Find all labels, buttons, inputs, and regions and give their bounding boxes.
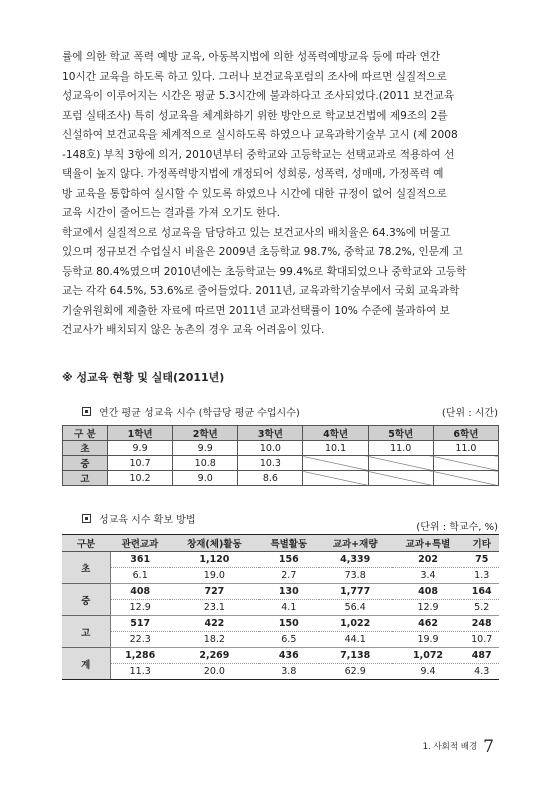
table-cell: 10.1 [303,441,368,456]
chapter-label: 1. 사회적 배경 [422,742,478,752]
count-cell: 150 [259,616,319,632]
percent-cell: 3.4 [392,568,465,584]
count-cell: 248 [464,616,499,632]
empty-cell [433,456,498,471]
row-header: 중 [63,456,108,471]
percent-cell: 62.9 [319,664,392,680]
table-row [63,456,499,471]
table1-header: 6학년 [433,426,498,441]
table1-header: 구 분 [63,426,108,441]
count-cell: 1,286 [110,648,170,664]
table-cell: 10.8 [173,456,238,471]
table2-header-row [62,535,499,552]
table-cell: 9.0 [173,471,238,486]
row-header: 고 [62,616,110,648]
row-header: 계 [62,648,110,680]
count-cell: 7,138 [319,648,392,664]
table-row [62,584,499,600]
text-line: 등학교 80.4%였으며 2010년에는 초등학교는 99.4%로 확대되었으나 중학교와 고등학 [62,265,467,278]
text-line: 률에 의한 학교 폭력 예방 교육, 아동복지법에 의한 성폭력예방교육 등에 따라 연간 [62,51,441,63]
page-number: 7 [483,737,494,757]
count-cell: 4,339 [319,552,392,568]
table-row [62,648,499,664]
table-row [62,600,499,616]
table1-caption-text: 연간 평균 성교육 시수 (학급당 평균 수업시수) [99,408,300,419]
empty-cell [303,456,368,471]
percent-cell: 73.8 [319,568,392,584]
percent-cell: 10.7 [464,632,499,648]
text-line: 기술위원회에 제출한 자료에 따르면 2011년 교과선택률이 10% 수준에 불과하여 보 [62,304,450,317]
row-header: 중 [62,584,110,616]
text-line: 교육 시간이 줄어드는 결과를 가져 오기도 한다. [62,207,281,219]
count-cell: 408 [392,584,465,600]
section-title: ※ 성교육 현황 및 실태(2011년) [62,371,225,384]
count-cell: 408 [110,584,170,600]
count-cell: 156 [259,552,319,568]
percent-cell: 4.3 [464,664,499,680]
percent-cell: 6.1 [110,568,170,584]
count-cell: 2,269 [170,648,259,664]
square-bullet-icon [82,407,91,416]
count-cell: 422 [170,616,259,632]
table-cell: 9.9 [108,441,173,456]
table-row [62,632,499,648]
table2-unit: (단위 : 학교수, %) [416,522,498,533]
text-line: 10시간 교육을 하도록 하고 있다. 그러나 보건교육포럼의 조사에 따르면 실질적으로 [62,70,447,83]
square-bullet-icon [82,514,91,523]
table1 [62,425,499,486]
count-cell: 436 [259,648,319,664]
table1-caption [82,404,300,419]
percent-cell: 2.7 [259,568,319,584]
count-cell: 75 [464,552,499,568]
percent-cell: 44.1 [319,632,392,648]
percent-cell: 12.9 [392,600,465,616]
empty-cell [303,471,368,486]
table-row [62,568,499,584]
count-cell: 1,120 [170,552,259,568]
count-cell: 164 [464,584,499,600]
count-cell: 1,022 [319,616,392,632]
text-line: 신설하여 보건교육을 체계적으로 실시하도록 하였으나 교육과학기술부 고시 (제 2008 [62,129,458,141]
text-line: 학교에서 실질적으로 성교육을 담당하고 있는 보건교사의 배치율은 64.3%에 머물고 [62,226,451,239]
table1-header: 2학년 [173,426,238,441]
percent-cell: 19.0 [170,568,259,584]
percent-cell: 22.3 [110,632,170,648]
body-text [62,48,498,341]
count-cell: 202 [392,552,465,568]
table1-header: 1학년 [108,426,173,441]
paragraph-1 [62,48,498,224]
percent-cell: 12.9 [110,600,170,616]
percent-cell: 23.1 [170,600,259,616]
text-line: 방 교육을 통합하여 실시할 수 있도록 하였으나 시간에 대한 규정이 없어 실질적으로 [62,187,447,200]
percent-cell: 18.2 [170,632,259,648]
percent-cell: 56.4 [319,600,392,616]
percent-cell: 4.1 [259,600,319,616]
table-cell: 10.0 [238,441,303,456]
table-row [63,441,499,456]
table-row [62,616,499,632]
paragraph-2 [62,224,498,341]
text-line: 있으며 정규보건 수업실시 비율은 2009년 초등학교 98.7%, 중학교 78.2%, 인문계 고 [62,246,463,258]
table-cell: 11.0 [433,441,498,456]
count-cell: 487 [464,648,499,664]
table1-header: 4학년 [303,426,368,441]
table2 [62,534,499,680]
table2-header: 특별활동 [259,535,319,552]
table1-header: 3학년 [238,426,303,441]
count-cell: 727 [170,584,259,600]
percent-cell: 20.0 [170,664,259,680]
table-cell: 9.9 [173,441,238,456]
table-cell: 8.6 [238,471,303,486]
percent-cell: 11.3 [110,664,170,680]
percent-cell: 3.8 [259,664,319,680]
table1-header-row [63,426,499,441]
empty-cell [368,471,433,486]
table2-header: 교과+특별 [392,535,465,552]
row-header: 초 [63,441,108,456]
text-line: 교는 각각 64.5%, 53.6%로 줄어들었다. 2011년, 교육과학기술부에서 국회 교육과학 [62,285,460,297]
row-header: 고 [63,471,108,486]
count-cell: 462 [392,616,465,632]
count-cell: 361 [110,552,170,568]
text-line: 택율이 높지 않다. 가정폭력방지법에 개정되어 성희롱, 성폭력, 성매매, 가정폭력 예 [62,168,444,180]
table2-header: 기타 [464,535,499,552]
table2-header: 창재(체)활동 [170,535,259,552]
percent-cell: 9.4 [392,664,465,680]
text-line: 포럼 실태조사) 특히 성교육을 체계화하기 위한 방안으로 학교보건법에 제9조의 2를 [62,109,448,122]
empty-cell [433,471,498,486]
percent-cell: 5.2 [464,600,499,616]
table2-caption-text: 성교육 시수 확보 방법 [99,515,196,526]
count-cell: 130 [259,584,319,600]
percent-cell: 6.5 [259,632,319,648]
table1-unit: (단위 : 시간) [441,408,498,419]
row-header: 초 [62,552,110,584]
text-line: 건교사가 배치되지 않은 농촌의 경우 교육 어려움이 있다. [62,324,325,336]
table-cell: 10.7 [108,456,173,471]
percent-cell: 19.9 [392,632,465,648]
count-cell: 1,777 [319,584,392,600]
table-row [63,471,499,486]
text-line: 성교육이 이루어지는 시간은 평균 5.3시간에 불과하다고 조사되었다.(2011 보건교육 [62,90,455,102]
table-cell: 11.0 [368,441,433,456]
table2-header: 교과+재량 [319,535,392,552]
table1-header: 5학년 [368,426,433,441]
page-footer [423,737,494,757]
empty-cell [368,456,433,471]
table-cell: 10.3 [238,456,303,471]
table-cell: 10.2 [108,471,173,486]
table2-header: 구분 [62,535,110,552]
table-row [62,664,499,680]
count-cell: 517 [110,616,170,632]
table-row [62,552,499,568]
text-line: -148호) 부칙 3항에 의거, 2010년부터 중학교와 고등학교는 선택교과로 적용하여 선 [62,148,455,161]
table2-header: 관련교과 [110,535,170,552]
table2-caption [82,511,195,526]
percent-cell: 1.3 [464,568,499,584]
count-cell: 1,072 [392,648,465,664]
